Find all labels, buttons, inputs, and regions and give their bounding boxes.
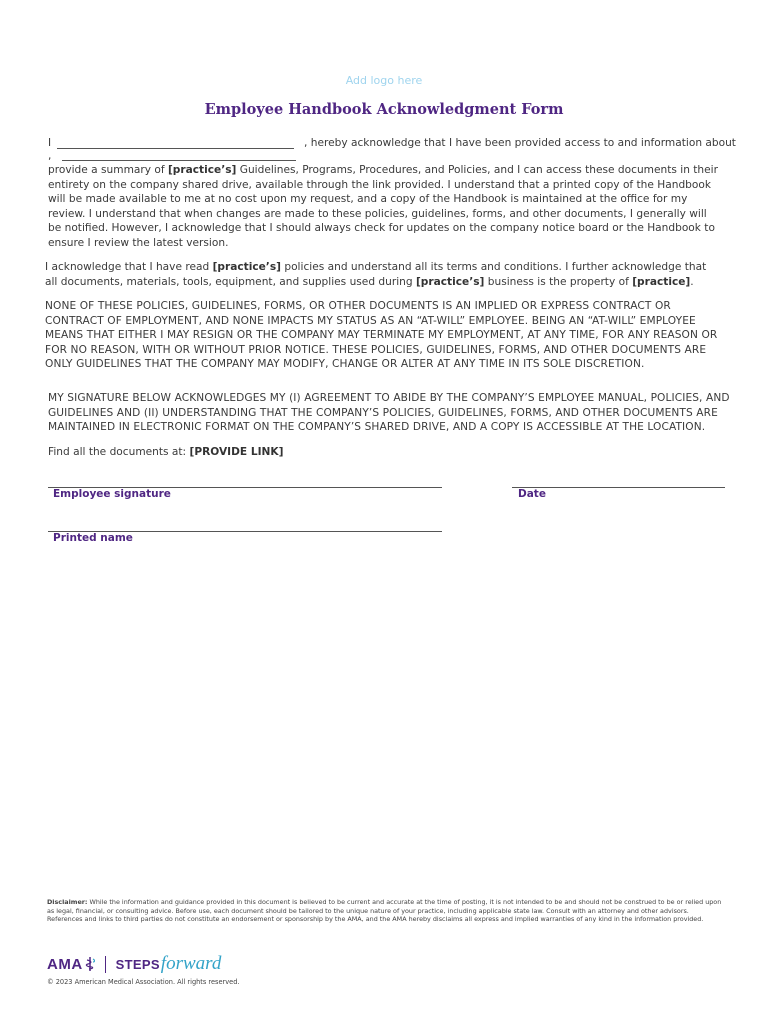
- disclaimer-label: Disclaimer:: [47, 898, 88, 906]
- practice-placeholder: [practice’s]: [212, 261, 281, 273]
- printed-name-label: Printed name: [53, 532, 133, 544]
- footer-logos: [47, 952, 221, 976]
- logo-placeholder: Add logo here: [345, 74, 423, 87]
- name-fill-line[interactable]: [57, 148, 294, 149]
- find-documents: [48, 445, 283, 460]
- ama-star-of-life-icon: [84, 956, 96, 972]
- date-label: Date: [518, 488, 546, 500]
- provide-link-placeholder: [PROVIDE LINK]: [189, 446, 284, 458]
- intro-paragraph: [48, 163, 720, 250]
- page-title: Employee Handbook Acknowledgment Form: [204, 101, 564, 118]
- intro-line-end: , hereby acknowledge that I have been provided access to and information about: [304, 137, 736, 149]
- ack-text-4: .: [690, 275, 694, 288]
- ack-text-1: I acknowledge that I have read: [45, 261, 213, 273]
- intro-text-pre: provide a summary of: [48, 164, 168, 176]
- handbook-fill-line[interactable]: [62, 160, 296, 161]
- logo-separator: [105, 956, 106, 973]
- employee-signature-label: Employee signature: [53, 488, 171, 500]
- intro-text-post: Guidelines, Programs, Procedures, and Policies, and I can access these documents in their entirety on the company shared drive, available through the link provided. I understand that a printed copy of the Handbook will be made available to me at no cost upon my request, and a copy of the Handbook is maintained at the office for my review. I understand that when changes are made to these policies, guidelines, forms, and other documents, I generally will be notified. However, I acknowledge that I should always check for updates on the company notice board or the Handbook to ensure I review the latest version.: [48, 164, 718, 249]
- practice-placeholder: [practice’s]: [167, 164, 237, 176]
- acknowledge-paragraph: [45, 260, 721, 289]
- ack-text-3: business is the property of: [484, 275, 633, 288]
- disclaimer: [47, 898, 722, 924]
- find-docs-label: Find all the documents at:: [48, 446, 190, 458]
- signature-statement: MY SIGNATURE BELOW ACKNOWLEDGES MY (I) AGREEMENT TO ABIDE BY THE COMPANY’S EMPLOYEE MANUAL, POLICIES, AND GUIDELINES AND (II) UNDERSTANDING THAT THE COMPANY’S POLICIES, GUIDELINES, FORMS, AND OTHER DOCUMENTS ARE MAINTAINED IN ELECTRONIC FORMAT ON THE COMPANY’S SHARED DRIVE, AND A COPY IS ACCESSIBLE AT THE LOCATION.: [48, 392, 730, 433]
- at-will-paragraph: NONE OF THESE POLICIES, GUIDELINES, FORMS, OR OTHER DOCUMENTS IS AN IMPLIED OR EXPRESS CONTRACT OR CONTRACT OF EMPLOYMENT, AND NONE IMPACTS MY STATUS AS AN “AT-WILL” EMPLOYEE. BEING AN “AT-WILL” EMPLOYEE MEANS THAT EITHER I MAY RESIGN OR THE COMPANY MAY TERMINATE MY EMPLOYMENT, AT ANY TIME, FOR ANY REASON OR FOR NO REASON, WITH OR WITHOUT PRIOR NOTICE. THESE POLICIES, GUIDELINES, FORMS, AND OTHER DOCUMENTS ARE ONLY GUIDELINES THAT THE COMPANY MAY MODIFY, CHANGE OR ALTER AT ANY TIME IN ITS SOLE DISCRETION.: [45, 300, 718, 370]
- intro-comma: ,: [48, 150, 52, 162]
- ama-wordmark: AMA: [47, 955, 83, 973]
- disclaimer-text: While the information and guidance provided in this document is believed to be current and accurate at the time of posting, it is not intended to be and should not be construed to be or relied upon as legal, financial, or consulting advice. Before use, each document should be tailored to the unique nature of your practice, including applicable state law. Consult with an attorney and other advisors. References and links to third parties do not constitute an endorsement or sponsorship by the AMA, and the AMA hereby disclaims all express and implied warranties of any kind in the information provided.: [47, 898, 722, 924]
- steps-wordmark: STEPS: [115, 957, 160, 972]
- practice-placeholder: [practice’s]: [415, 275, 485, 288]
- forward-wordmark: forward: [160, 953, 222, 974]
- practice-placeholder: [practice]: [632, 275, 691, 288]
- ama-logo: [47, 956, 96, 973]
- intro-line-start: I: [48, 137, 52, 149]
- copyright: © 2023 American Medical Association. All rights reserved.: [47, 978, 240, 986]
- steps-forward-logo: [116, 953, 222, 975]
- ack-text-2: policies and understand all its terms and conditions. I further acknowledge that all documents, materials, tools, equipment, and supplies used during: [45, 261, 707, 288]
